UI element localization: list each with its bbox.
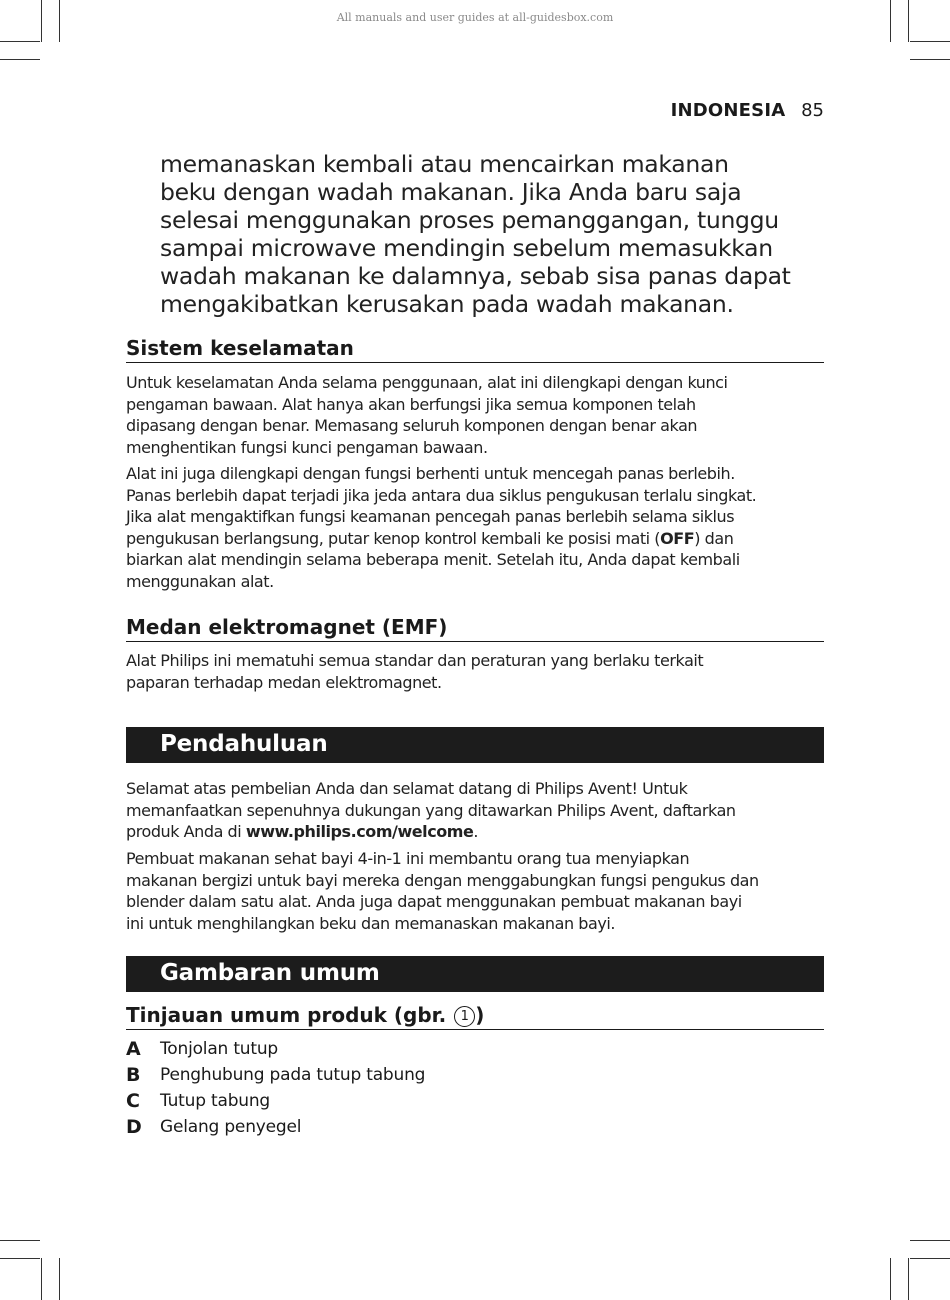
crop-mark (0, 1258, 40, 1259)
list-item (126, 1090, 824, 1116)
text-line: menggunakan alat. (126, 571, 274, 591)
text-line: wadah makanan ke dalamnya, sebab sisa panas dapat (160, 262, 791, 290)
introduction-paragraph-2 (126, 848, 824, 934)
text-line: biarkan alat mendingin selama beberapa menit. Setelah itu, Anda dapat kembali (126, 550, 740, 569)
text-line (126, 528, 824, 550)
text-line: memanfaatkan sepenuhnya dukungan yang ditawarkan Philips Avent, daftarkan (126, 800, 736, 820)
crop-mark (910, 59, 950, 60)
item-letter: C (126, 1090, 140, 1112)
item-text: Penghubung pada tutup tabung (160, 1065, 426, 1085)
text-run: . (473, 822, 479, 841)
emf-heading: Medan elektromagnet (EMF) (126, 615, 824, 642)
safety-paragraph-1 (126, 372, 824, 458)
item-text: Tonjolan tutup (160, 1039, 278, 1059)
text-line: selesai menggunakan proses pemanggangan, tunggu (160, 206, 779, 234)
watermark: All manuals and user guides at all-guidesbox.com (336, 11, 614, 24)
text-line (126, 821, 824, 843)
item-letter: B (126, 1064, 141, 1086)
overview-section-bar (126, 956, 824, 992)
crop-mark (890, 1258, 891, 1300)
text-line: pengaman bawaan. Alat hanya akan berfungsi jika semua komponen telah (126, 394, 696, 414)
text-line: makanan bergizi untuk bayi mereka dengan menggabungkan fungsi pengukus dan (126, 870, 759, 890)
text-run: ) (475, 1003, 485, 1027)
product-overview-heading (126, 1003, 824, 1030)
text-line: Alat Philips ini mematuhi semua standar dan peraturan yang berlaku terkait (126, 651, 704, 670)
crop-mark (0, 59, 40, 60)
text-run: Tinjauan umum produk (gbr. (126, 1003, 454, 1027)
item-letter: A (126, 1038, 141, 1060)
intro-paragraph (160, 150, 824, 318)
page-header (671, 100, 824, 121)
text-line: beku dengan wadah makanan. Jika Anda baru saja (160, 178, 742, 206)
language-label: INDONESIA (670, 100, 786, 121)
introduction-paragraph-1 (126, 778, 824, 843)
crop-mark (908, 1258, 909, 1300)
text-run: produk Anda di (126, 822, 246, 841)
section-title: Gambaran umum (160, 960, 380, 986)
crop-mark (0, 1240, 40, 1241)
text-line: Jika alat mengaktifkan fungsi keamanan pencegah panas berlebih selama siklus (126, 507, 735, 526)
list-item (126, 1038, 824, 1064)
text-line: mengakibatkan kerusakan pada wadah makanan. (160, 290, 734, 318)
crop-mark (910, 41, 950, 42)
crop-mark (41, 1258, 42, 1300)
off-label: OFF (660, 528, 695, 548)
safety-heading: Sistem keselamatan (126, 336, 824, 363)
text-line: Alat ini juga dilengkapi dengan fungsi berhenti untuk mencegah panas berlebih. (126, 464, 735, 483)
text-line: menghentikan fungsi kunci pengaman bawaan. (126, 437, 488, 457)
welcome-link[interactable]: www.philips.com/welcome (245, 822, 474, 841)
text-run: pengukusan berlangsung, putar kenop kontrol kembali ke posisi mati ( (126, 528, 661, 548)
text-line: sampai microwave mendingin sebelum memasukkan (160, 234, 773, 262)
page-number: 85 (801, 100, 824, 121)
text-line: Untuk keselamatan Anda selama penggunaan, alat ini dilengkapi dengan kunci (126, 373, 728, 392)
text-line: dipasang dengan benar. Memasang seluruh komponen dengan benar akan (126, 416, 698, 435)
section-title: Pendahuluan (160, 731, 328, 757)
list-item (126, 1116, 824, 1142)
text-line: Panas berlebih dapat terjadi jika jeda antara dua siklus pengukusan terlalu singkat. (126, 485, 757, 505)
text-line: Pembuat makanan sehat bayi 4-in-1 ini membantu orang tua menyiapkan (126, 849, 690, 868)
item-text: Tutup tabung (160, 1091, 271, 1111)
crop-mark (59, 1258, 60, 1300)
text-line: Selamat atas pembelian Anda dan selamat datang di Philips Avent! Untuk (126, 779, 688, 798)
parts-list (126, 1038, 824, 1142)
text-line: paparan terhadap medan elektromagnet. (126, 672, 442, 692)
text-line: ini untuk menghilangkan beku dan memanaskan makanan bayi. (126, 913, 616, 933)
crop-mark (910, 1240, 950, 1241)
emf-paragraph (126, 650, 824, 693)
safety-paragraph-2 (126, 463, 824, 592)
figure-number-icon: 1 (454, 1006, 475, 1027)
crop-mark (910, 1258, 950, 1259)
text-line: memanaskan kembali atau mencairkan makanan (160, 150, 729, 178)
introduction-section-bar (126, 727, 824, 763)
text-run: ) dan (694, 528, 734, 548)
item-text: Gelang penyegel (160, 1117, 302, 1137)
item-letter: D (126, 1116, 142, 1138)
list-item (126, 1064, 824, 1090)
crop-mark (0, 41, 40, 42)
text-line: blender dalam satu alat. Anda juga dapat menggunakan pembuat makanan bayi (126, 892, 742, 911)
